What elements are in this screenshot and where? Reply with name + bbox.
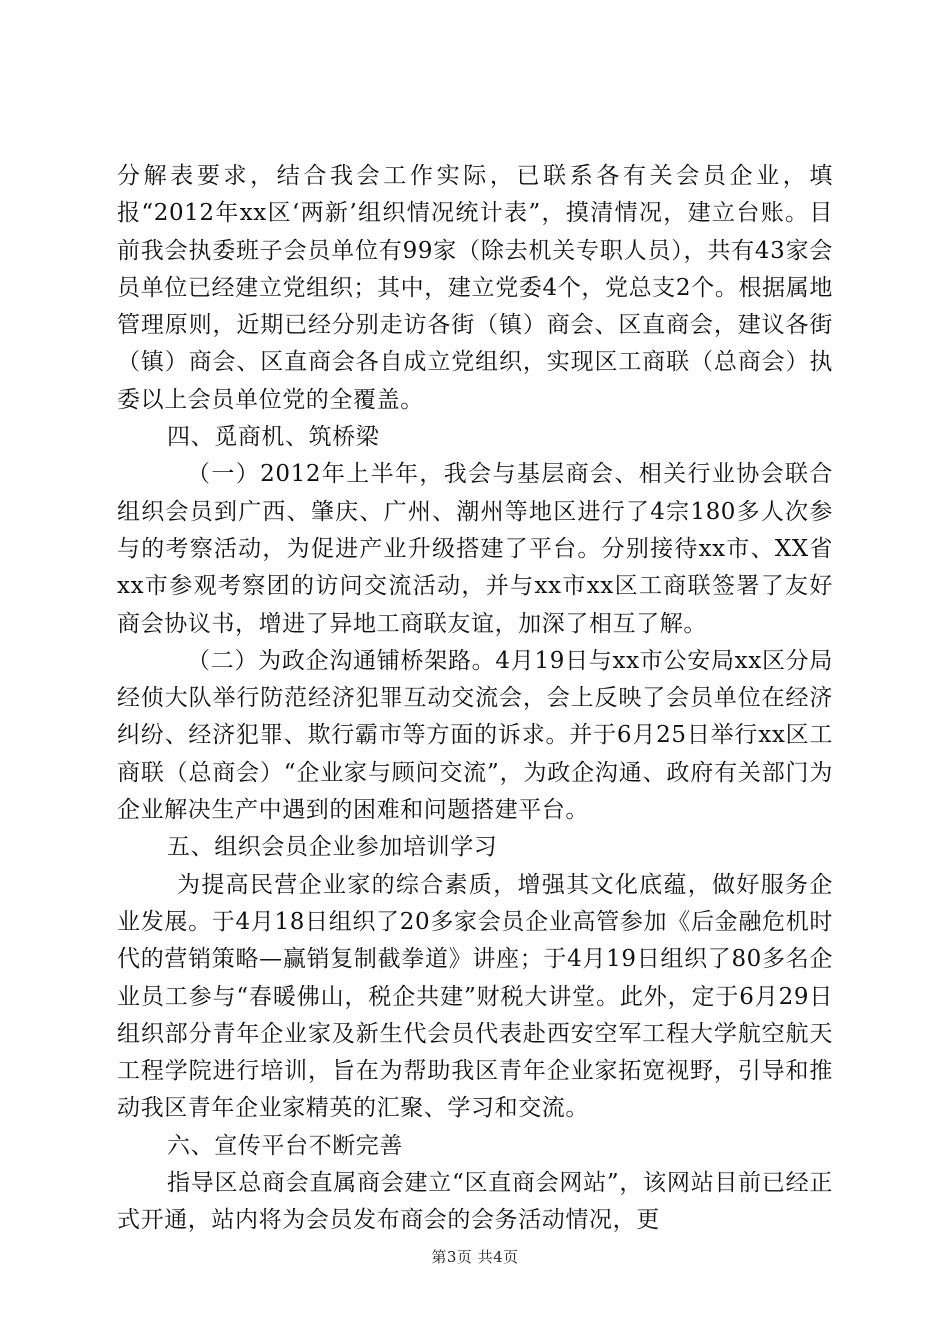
paragraph-party-organization: 分解表要求，结合我会工作实际，已联系各有关会员企业，填报“2012年xx区‘两新’组织情况统计表”，摸清情况，建立台账。目前我会执委班子会员单位有99家（除去机关专职人员），共有43家会员单位已经建立党组织；其中，建立党委4个，党总支2个。根据属地管理原则，近期已经分别走访各街（镇）商会、区直商会，建议各街（镇）商会、区直商会各自成立党组织，实现区工商联（总商会）执委以上会员单位党的全覆盖。	[117, 163, 833, 413]
paragraph-training-details: 为提高民营企业家的综合素质，增强其文化底蕴，做好服务企业发展。于4月18日组织了20多家会员企业高管参加《后金融危机时代的营销策略—赢销复制截拳道》讲座；于4月19日组织了80多名企业员工参与“春暖佛山，税企共建”财税大讲堂。此外，定于6月29日组织部分青年企业家及新生代会员代表赴西安空军工程大学航空航天工程学院进行培训，旨在为帮助我区青年企业家拓宽视野，引导和推动我区青年企业家精英的汇聚、学习和交流。	[117, 871, 833, 1122]
document-body	[117, 158, 833, 1240]
paragraph-inspection-activities: （一）2012年上半年，我会与基层商会、相关行业协会联合组织会员到广西、肇庆、广州、潮州等地区进行了4宗180多人次参与的考察活动，为促进产业升级搭建了平台。分别接待xx市、XX省xx市参观考察团的访问交流活动，并与xx市xx区工商联签署了友好商会协议书，增进了异地工商联友谊，加深了相互了解。	[117, 461, 833, 637]
section-heading-training: 五、组织会员企业参加培训学习	[167, 834, 498, 861]
page-number-footer: 第3页 共4页	[431, 1248, 519, 1266]
paragraph-website: 指导区总商会直属商会建立“区直商会网站”，该网站目前已经正式开通，站内将为会员发布商会的会务活动情况，更	[117, 1170, 833, 1234]
section-heading-publicity-platform: 六、宣传平台不断完善	[167, 1132, 403, 1159]
section-heading-business-opportunities: 四、觅商机、筑桥梁	[167, 424, 380, 451]
paragraph-government-enterprise-communication: （二）为政企沟通铺桥架路。4月19日与xx市公安局xx区分局经侦大队举行防范经济犯罪互动交流会，会上反映了会员单位在经济纠纷、经济犯罪、欺行霸市等方面的诉求。并于6月25日举行xx区工商联（总商会）“企业家与顾问交流”，为政企沟通、政府有关部门为企业解决生产中遇到的困难和问题搭建平台。	[117, 647, 833, 824]
